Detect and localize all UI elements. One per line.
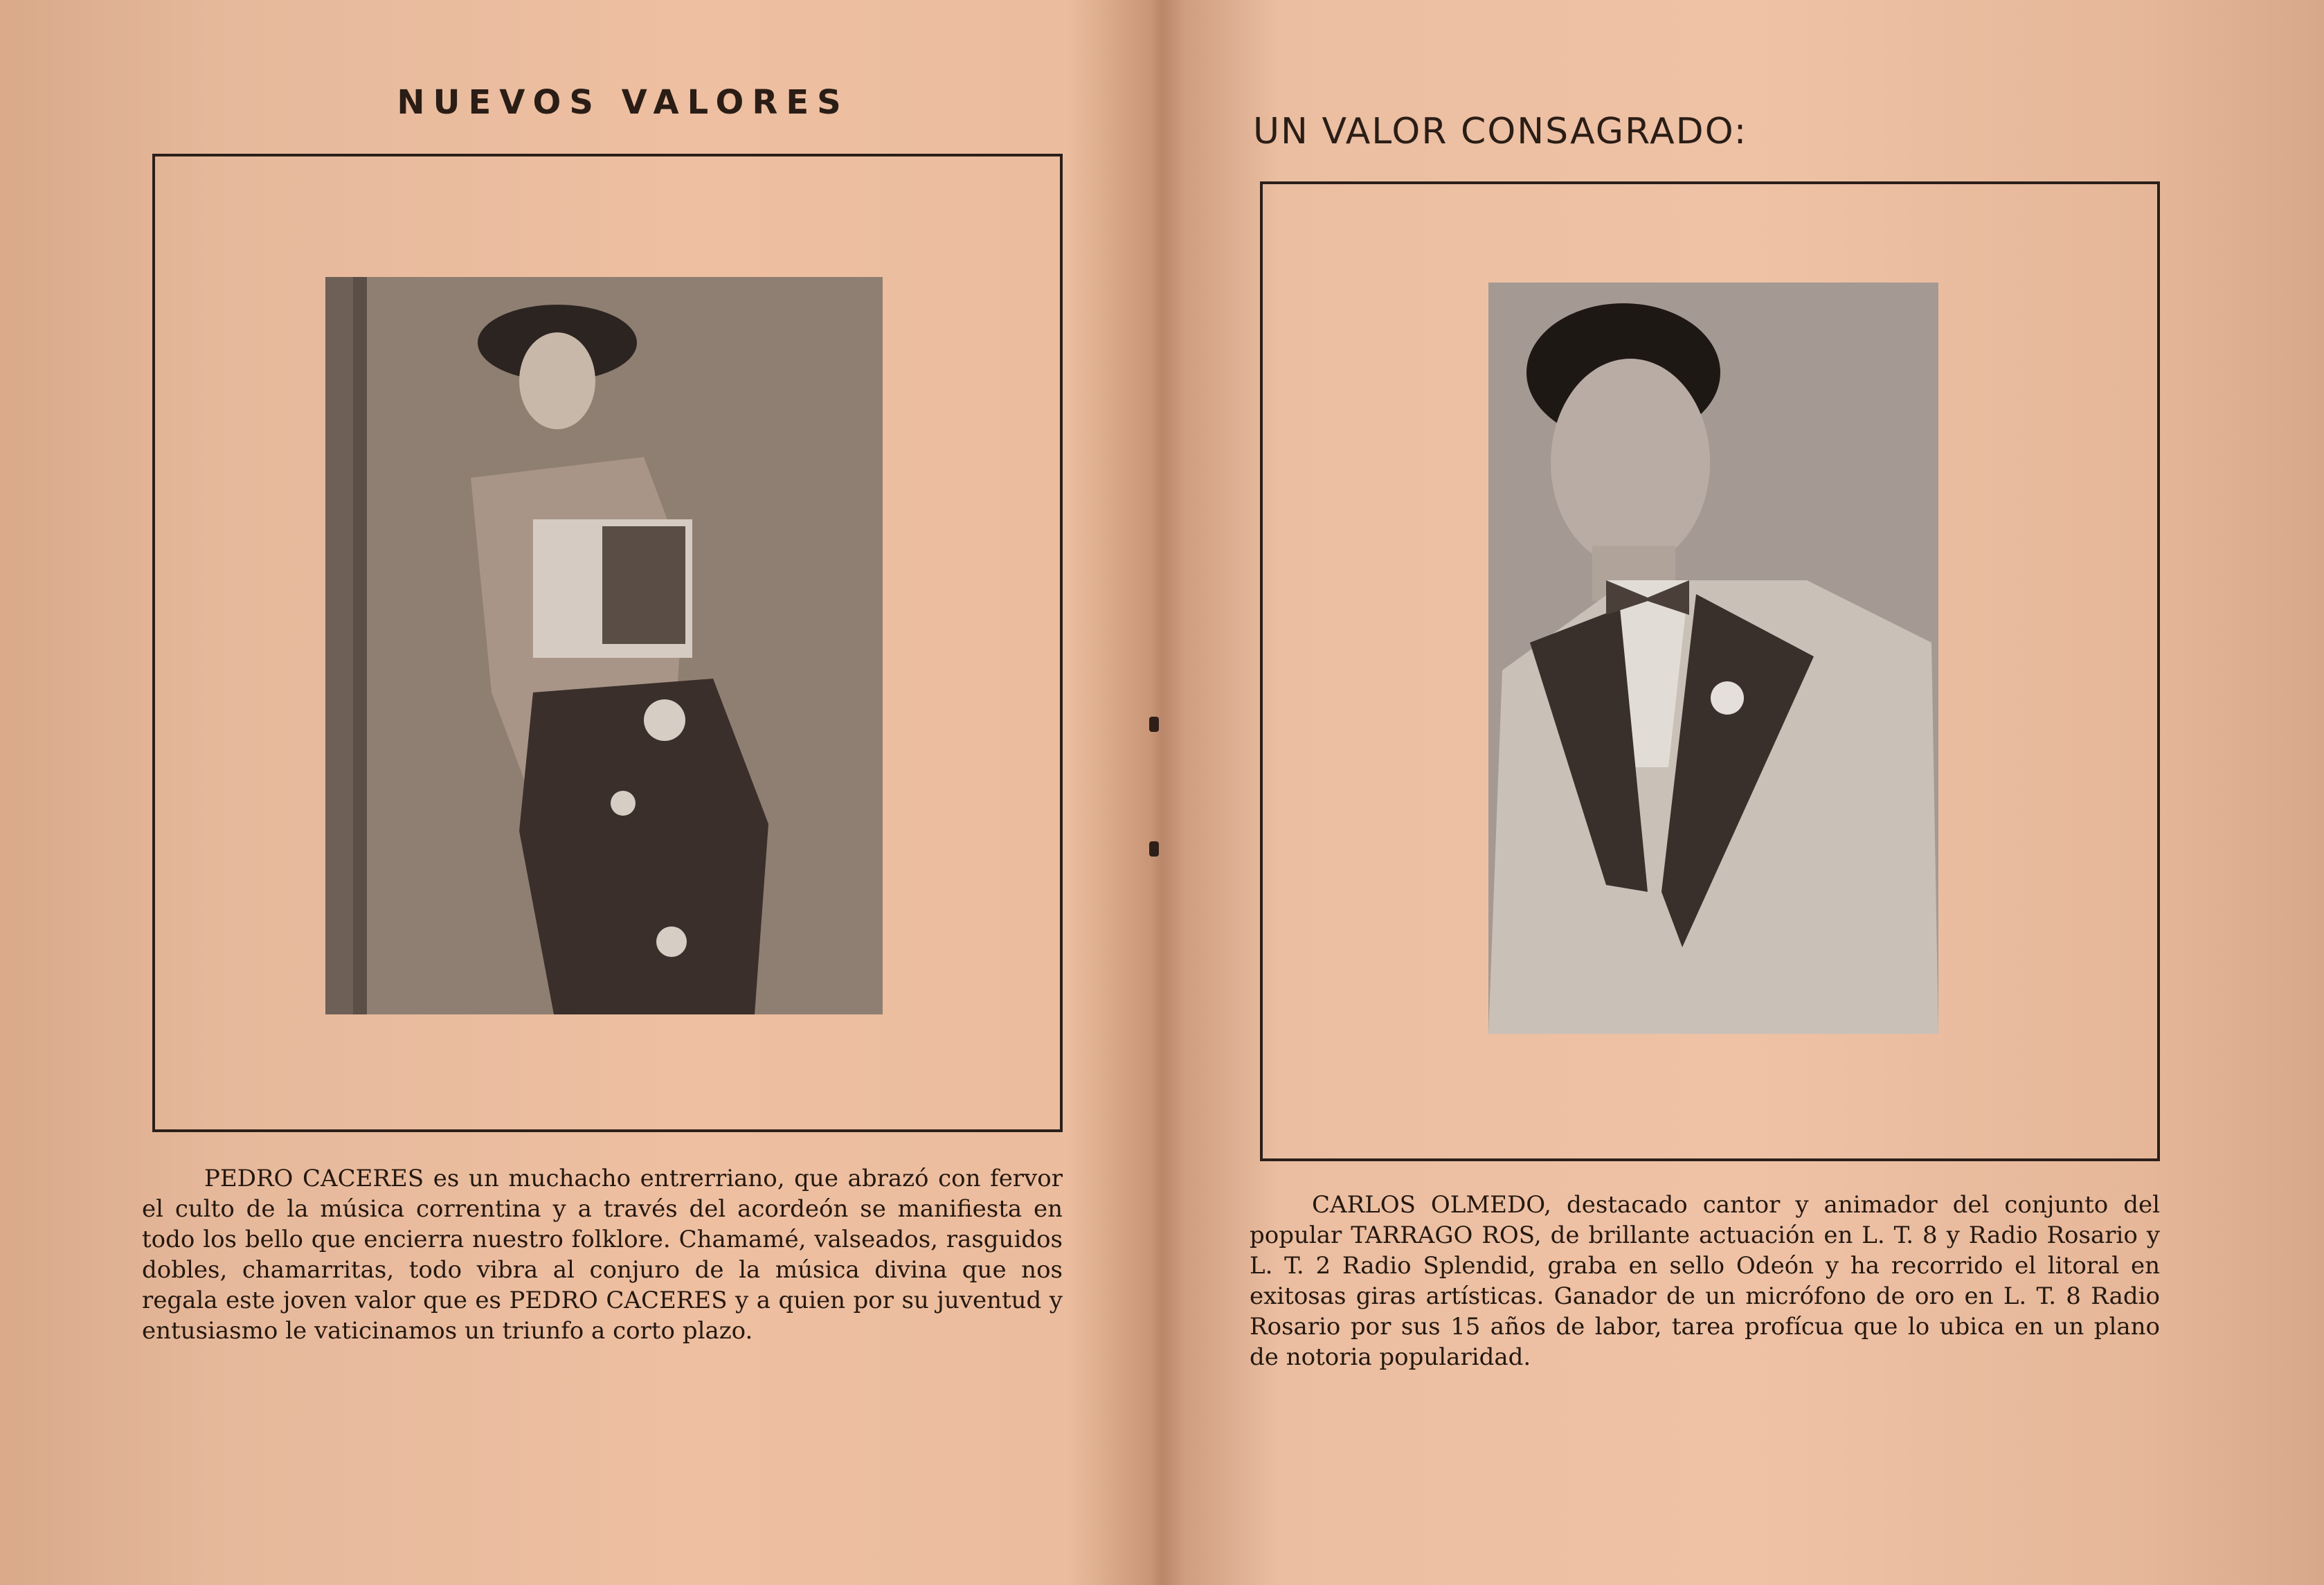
singer-portrait-photo [1488,283,1938,1034]
right-caption: CARLOS OLMEDO, destacado cantor y animador del conjunto del popular TARRAGO ROS, de brillante actuación en L. T. 8 y Radio Rosario y L. T. 2 Radio Splendid, graba en sello Odeón y ha recorrido el litoral en exitosas giras artísticas. Ganador de un micrófono de oro en L. T. 8 Radio Rosario por sus 15 años de labor, tarea profícua que lo ubica en un plano de notoria popularidad. [1250,1191,2160,1371]
accordion-player-illustration [325,277,883,1014]
right-page-header: UN VALOR CONSAGRADO: [1253,111,1748,152]
left-page-header: NUEVOS VALORES [397,83,849,122]
left-page [0,0,1153,1585]
left-caption: PEDRO CACERES es un muchacho entrerriano, que abrazó con fervor el culto de la música correntina y a través del acordeón se manifiesta en todo los bello que encierra nuestro folklore. Chamamé, valseados, rasguidos dobles, chamarritas, todo vibra al conjuro de la música divina que nos regala este joven valor que es PEDRO CACERES y a quien por su juventud y entusiasmo le vaticinamos un triunfo a corto plazo. [142,1165,1063,1345]
singer-portrait-illustration [1488,283,1938,1034]
accordion-player-photo [325,277,883,1014]
right-page [1163,0,2324,1585]
